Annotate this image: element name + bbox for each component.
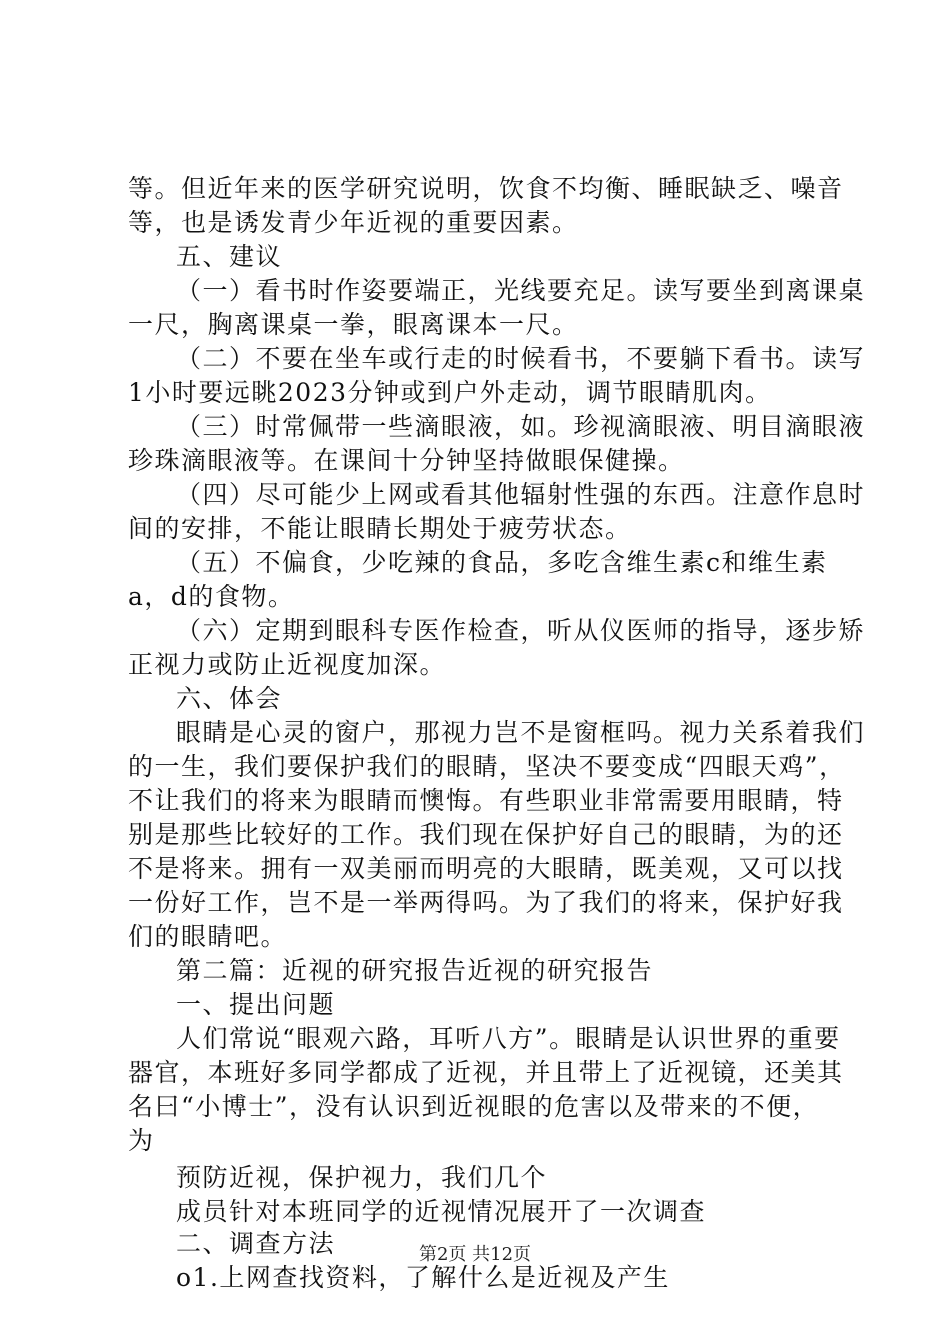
text-line: 人们常说“眼观六路，耳听八方”。眼睛是认识世界的重要: [176, 1024, 841, 1053]
text-line: 预防近视，保护视力，我们几个: [176, 1163, 548, 1192]
text-line: （三）时常佩带一些滴眼液，如。珍视滴眼液、明目滴眼液: [176, 412, 866, 441]
text-line: 一尺，胸离课桌一拳，眼离课本一尺。: [128, 310, 579, 339]
text-line: 1小时要远眺2023分钟或到户外走动，调节眼睛肌肉。: [128, 378, 772, 407]
section-heading: 六、体会: [176, 684, 283, 713]
text-line: 们的眼睛吧。: [128, 922, 288, 951]
text-line: 等，也是诱发青少年近视的重要因素。: [128, 208, 579, 237]
text-line: 正视力或防止近视度加深。: [128, 650, 447, 679]
text-line: 的一生，我们要保护我们的眼睛，坚决不要变成“四眼天鸡”，: [128, 752, 846, 781]
text-line: （一）看书时作姿要端正，光线要充足。读写要坐到离课桌: [176, 276, 866, 305]
text-line: 器官，本班好多同学都成了近视，并且带上了近视镜，还美其: [128, 1058, 844, 1087]
text-line: （五）不偏食，少吃辣的食品，多吃含维生素c和维生素: [176, 548, 828, 577]
text-line: 为: [128, 1126, 155, 1155]
section-heading: 二、调查方法: [176, 1229, 336, 1258]
text-line: 成员针对本班同学的近视情况展开了一次调查: [176, 1197, 707, 1226]
text-line: 不让我们的将来为眼睛而懊悔。有些职业非常需要用眼睛，特: [128, 786, 844, 815]
text-line: 珍珠滴眼液等。在课间十分钟坚持做眼保健操。: [128, 446, 685, 475]
text-line: （四）尽可能少上网或看其他辐射性强的东西。注意作息时: [176, 480, 866, 509]
section-heading: 一、提出问题: [176, 990, 336, 1019]
text-line: 等。但近年来的医学研究说明，饮食不均衡、睡眠缺乏、噪音: [128, 174, 844, 203]
text-line: o1.上网查找资料，了解什么是近视及产生: [176, 1263, 670, 1292]
text-line: 名曰“小博士”，没有认识到近视眼的危害以及带来的不便，: [128, 1092, 820, 1121]
text-line: a，d的食物。: [128, 582, 295, 611]
text-line: 间的安排，不能让眼睛长期处于疲劳状态。: [128, 514, 632, 543]
text-line: （二）不要在坐车或行走的时候看书，不要躺下看书。读写: [176, 344, 866, 373]
section-heading: 五、建议: [176, 242, 283, 271]
page-footer: 第2页 共12页: [418, 1244, 532, 1265]
text-line: 不是将来。拥有一双美丽而明亮的大眼睛，既美观，又可以找: [128, 854, 844, 883]
text-line: 一份好工作，岂不是一举两得吗。为了我们的将来，保护好我: [128, 888, 844, 917]
text-line: （六）定期到眼科专医作检查，听从仪医师的指导，逐步矫: [176, 616, 866, 645]
chapter-heading: 第二篇：近视的研究报告近视的研究报告: [176, 956, 654, 985]
text-line: 眼睛是心灵的窗户，那视力岂不是窗框吗。视力关系着我们: [176, 718, 866, 747]
text-line: 别是那些比较好的工作。我们现在保护好自己的眼睛，为的还: [128, 820, 844, 849]
